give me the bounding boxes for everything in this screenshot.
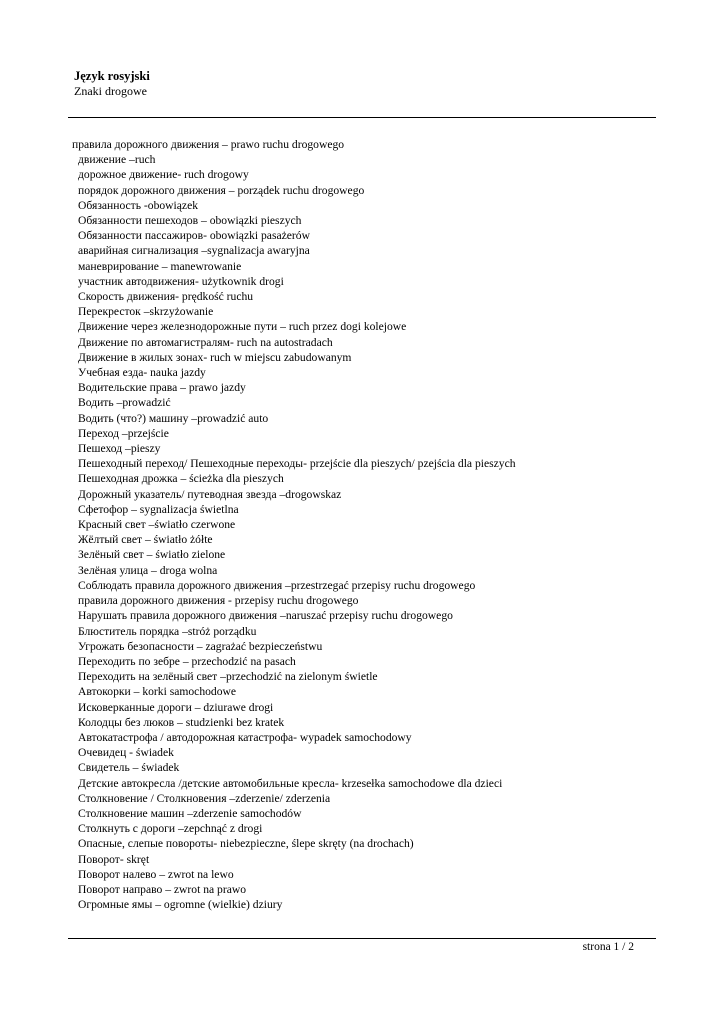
list-item: Огромные ямы – ogromne (wielkie) dziury [78,898,283,912]
list-item: Красный свет –światło czerwone [78,518,236,532]
list-item: Обязанности пешеходов – obowiązki pieszych [78,214,302,228]
list-item: Свидетель – świadek [78,761,180,775]
list-item: Колодцы без люков – studzienki bez kratek [78,715,285,729]
list-item: Пешеход –pieszy [78,442,161,456]
list-item: Движение по автомагистралям- ruch na autostradach [78,335,333,349]
document-header [74,68,150,99]
document-title: Język rosyjski [74,69,150,83]
list-item: Сфетофор – sygnalizacja świetlna [78,502,239,516]
list-item: Водительские права – prawo jazdy [78,381,246,395]
header-divider [68,117,656,118]
vocabulary-list [72,137,516,912]
list-item: Жёлтый свет – światło żółte [78,533,213,547]
list-item: Исковерканные дороги – dziurawe drogi [78,700,274,714]
list-item: Автокорки – korki samochodowe [78,685,237,699]
list-item: Переходить по зебре – przechodzić na pasach [78,654,296,668]
list-item: Водить –prowadzić [78,396,171,410]
list-item: Столкнуть с дороги –zepchnąć z drogi [78,822,263,836]
list-item: Поворот налево – zwrot na lewo [78,867,234,881]
list-item: Переходить на зелёный свет –przechodzić na zielonym świetle [78,670,378,684]
list-item: правила дорожного движения - przepisy ruchu drogowego [78,594,359,608]
list-item: Зелёный свет – światło zielone [78,548,226,562]
list-item: Скорость движения- prędkość ruchu [78,290,254,304]
list-item: Столкновение / Столкновения –zderzenie/ zderzenia [78,791,331,805]
page-number: strona 1 / 2 [582,941,634,953]
list-item: аварийная сигнализация –sygnalizacja awaryjna [78,244,310,258]
list-item: Обязанности пассажиров- obowiązki pasażerów [78,229,310,243]
list-item: Детские автокресла /детские автомобильные кресла- krzesełka samochodowe dla dzieci [78,776,503,790]
list-item: Зелёная улица – droga wolna [78,563,218,577]
list-item: маневрирование – manewrowanie [78,259,242,273]
list-item: Автокатастрофа / автодорожная катастрофа- wypadek samochodowy [78,730,412,744]
list-item: Нарушать правила дорожного движения –naruszać przepisy ruchu drogowego [78,609,453,623]
list-item: Пешеходный переход/ Пешеходные переходы- przejście dla pieszych/ pzejścia dla pieszych [78,457,516,471]
list-item: Обязанность -obowiązek [78,198,199,212]
list-item: Движение через железнодорожные пути – ruch przez dogi kolejowe [78,320,407,334]
list-item: Столкновение машин –zderzenie samochodów [78,806,302,820]
list-item: Поворот- skręt [78,852,150,866]
footer-divider [68,938,656,939]
list-item: Соблюдать правила дорожного движения –przestrzegać przepisy ruchu drogowego [78,578,476,592]
list-item: Угрожать безопасности – zagrażać bezpieczeństwu [78,639,323,653]
list-item: Дорожный указатель/ путеводная звезда –drogowskaz [78,487,342,501]
list-item: Поворот направо – zwrot na prawo [78,882,247,896]
list-item: Перекресток –skrzyżowanie [78,305,214,319]
list-item: Блюститель порядка –stróż porządku [78,624,257,638]
list-item: правила дорожного движения – prawo ruchu drogowego [72,138,345,151]
list-item: Пешеходная дрожка – ścieżka dla pieszych [78,472,284,486]
list-item: Опасные, слепые повороты- niebezpieczne, ślepe skręty (na drochach) [78,837,414,851]
list-item: Учебная езда- nauka jazdy [78,366,206,380]
document-subtitle: Znaki drogowe [74,84,147,98]
list-item: Движение в жилых зонах- ruch w miejscu zabudowanym [78,350,352,364]
list-item: дорожное движение- ruch drogowy [78,168,249,182]
list-item: Очевидец - świadek [78,746,174,760]
list-item: Переход –przejście [78,426,169,440]
list-item: Водить (что?) машину –prowadzić auto [78,411,269,425]
list-item: участник автодвижения- użytkownik drogi [78,274,284,288]
list-item: движение –ruch [78,153,156,167]
list-item: порядок дорожного движения – porządek ruchu drogowego [78,183,365,197]
